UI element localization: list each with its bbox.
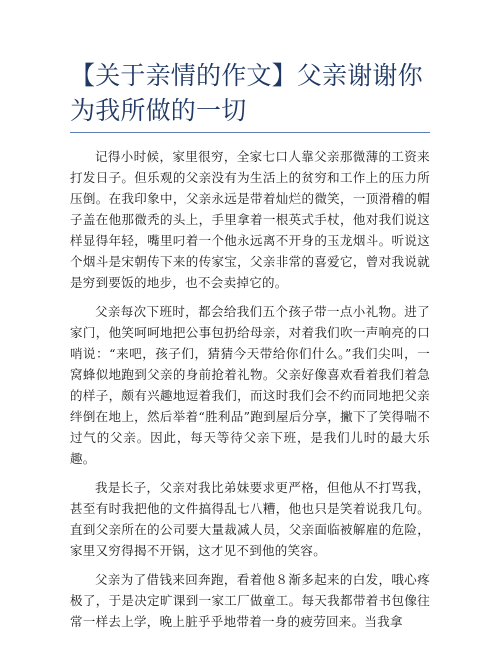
document-title: 【关于亲情的作文】父亲谢谢你为我所做的一切 [70, 61, 423, 125]
paragraph-4: 父亲为了借钱来回奔跑，看着他８渐多起来的白发，哦心疼极了，于是决定旷课到一家工厂做童工。每天我都带着书包像往常一样去上学，晚上脏乎乎地带着一身的疲劳回来。当我拿 [70, 572, 430, 629]
paragraph-1: 记得小时候，家里很穷，全家七口人靠父亲那微薄的工资来打发日子。但乐观的父亲没有为生活上的贫穷和工作上的压力所压倒。在我印象中，父亲永远是带着灿烂的微笑，一顶滑稽的帽子盖在他那微秃的头上，手里拿着一根英式手杖，他对我们说这样显得年轻，嘴里叼着一个他永远离不开身的玉龙烟斗。听说这个烟斗是宋朝传下来的传家宝，父亲非常的喜爱它，曾对我说就是穷到要饭的地步，也不会卖掉它的。 [70, 149, 430, 290]
paragraph-3: 我是长子，父亲对我比弟妹要求更严格，但他从不打骂我，甚至有时我把他的文件搞得乱七八糟，他也只是笑着说我几句。直到父亲所在的公司要大量裁减人员，父亲面临被解雇的危险，家里又穷得揭不开锅，这才见不到他的笑容。 [70, 480, 430, 558]
title-divider [70, 132, 430, 133]
document-body [70, 146, 430, 632]
paragraph-2: 父亲每次下班时，都会给我们五个孩子带一点小礼物。进了家门，他笑呵呵地把公事包扔给母亲，对着我们吹一声响亮的口哨说：“来吧，孩子们，猜猜今天带给你们什么。”我们尖叫，一窝蜂似地跑到父亲的身前抢着礼物。父亲好像喜欢看着我们着急的样子，颇有兴趣地逗着我们，而这时我们会不约而同地把父亲绊倒在地上，然后举着“胜利品”跑到屋后分享，撇下了笑得喘不过气的父亲。因此，每天等待父亲下班，是我们儿时的最大乐趣。 [70, 304, 430, 466]
